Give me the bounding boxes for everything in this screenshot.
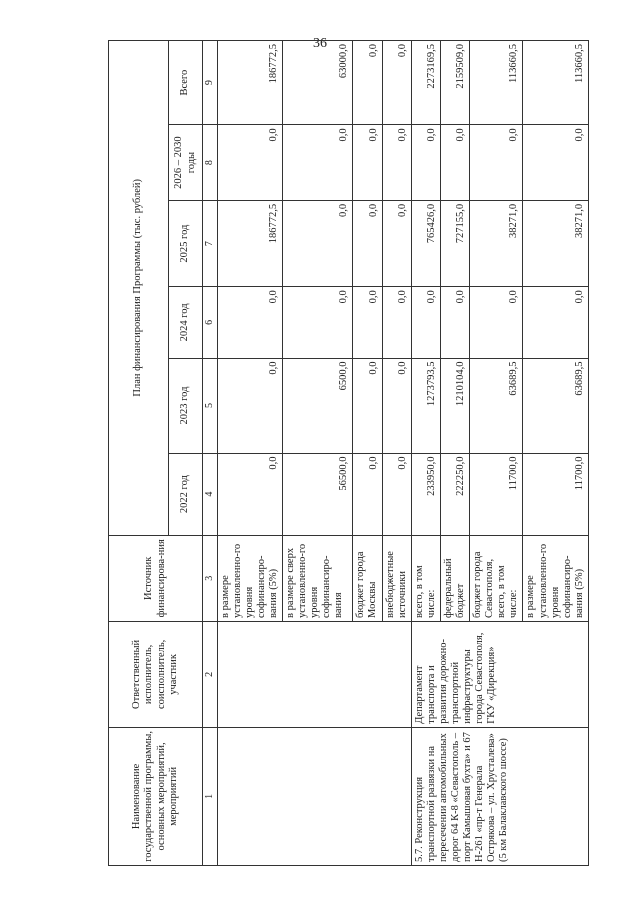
header-total: Всего (169, 40, 203, 124)
value-cell: 0,0 (352, 286, 382, 357)
header-executor: Ответственный исполнитель, соисполнитель, участник (109, 621, 203, 727)
value-cell: 233950,0 (411, 453, 440, 535)
value-cell: 63689,5 (523, 358, 588, 453)
header-year: 2025 год (169, 200, 203, 286)
value-cell: 1210104,0 (441, 358, 470, 453)
value-cell: 186772,5 (217, 40, 282, 124)
value-cell: 222250,0 (441, 453, 470, 535)
value-cell: 113660,5 (523, 40, 588, 124)
header-year: 2024 год (169, 286, 203, 357)
value-cell: 0,0 (382, 40, 411, 124)
table-row (217, 40, 282, 865)
value-cell: 0,0 (217, 358, 282, 453)
value-cell: 38271,0 (523, 200, 588, 286)
column-number: 1 (203, 727, 218, 865)
value-cell: 2273169,5 (411, 40, 440, 124)
header-year: 2026 – 2030 годы (169, 124, 203, 200)
value-cell: 727155,0 (441, 200, 470, 286)
value-cell: 0,0 (470, 286, 523, 357)
header-plan: План финансирования Программы (тыс. рублей) (109, 40, 169, 535)
value-cell: 765426,0 (411, 200, 440, 286)
page-number: 36 (313, 36, 327, 51)
value-cell: 1273793,5 (411, 358, 440, 453)
value-cell: 0,0 (382, 453, 411, 535)
value-cell: 63000,0 (282, 40, 352, 124)
source-cell: в размере установленно-го уровня софинансиро-вания (5%) (523, 535, 588, 621)
source-cell: в размере установленно-го уровня софинансиро-вания (5%) (217, 535, 282, 621)
value-cell: 0,0 (352, 453, 382, 535)
column-number: 9 (203, 40, 218, 124)
header-year: 2022 год (169, 453, 203, 535)
executor-cell-empty (217, 621, 411, 727)
value-cell: 2159509,0 (441, 40, 470, 124)
value-cell: 0,0 (523, 286, 588, 357)
measure-name-cell: 5.7. Реконструкция транспортной развязки на пересечении автомобильных дорог 64 К-8 «Севастополь – порт Камышовая бухта» и 67 Н-261 «пр-т Генерала Острякова – ул. Хрусталева» (5 км Балаклавского шоссе) (411, 727, 588, 865)
value-cell: 0,0 (411, 124, 440, 200)
name-cell-empty (217, 727, 411, 865)
source-cell: внебюджетные источники (382, 535, 411, 621)
table-row (411, 40, 440, 865)
source-cell: всего, в том числе: (411, 535, 440, 621)
value-cell: 0,0 (352, 358, 382, 453)
value-cell: 0,0 (352, 200, 382, 286)
column-number: 2 (203, 621, 218, 727)
value-cell: 0,0 (352, 40, 382, 124)
value-cell: 56500,0 (282, 453, 352, 535)
column-number: 5 (203, 358, 218, 453)
column-number: 8 (203, 124, 218, 200)
column-number: 6 (203, 286, 218, 357)
value-cell: 11700,0 (523, 453, 588, 535)
value-cell: 0,0 (352, 124, 382, 200)
value-cell: 0,0 (282, 286, 352, 357)
source-cell: в размере сверх установленно-го уровня софинансиро-вания (282, 535, 352, 621)
value-cell: 11700,0 (470, 453, 523, 535)
value-cell: 0,0 (441, 124, 470, 200)
column-number: 4 (203, 453, 218, 535)
value-cell: 0,0 (382, 124, 411, 200)
value-cell: 113660,5 (470, 40, 523, 124)
header-source: Источник финансирова-ния (109, 535, 203, 621)
value-cell: 63689,5 (470, 358, 523, 453)
value-cell: 0,0 (382, 358, 411, 453)
value-cell: 0,0 (282, 124, 352, 200)
value-cell: 0,0 (382, 286, 411, 357)
value-cell: 0,0 (217, 286, 282, 357)
financing-table-rotated (108, 40, 585, 866)
source-cell: федеральный бюджет (441, 535, 470, 621)
value-cell: 6500,0 (282, 358, 352, 453)
source-cell: бюджет города Севастополя, всего, в том числе: (470, 535, 523, 621)
value-cell: 0,0 (217, 124, 282, 200)
source-cell: бюджет города Москвы (352, 535, 382, 621)
value-cell: 186772,5 (217, 200, 282, 286)
financing-table (108, 40, 589, 866)
value-cell: 0,0 (470, 124, 523, 200)
value-cell: 0,0 (411, 286, 440, 357)
value-cell: 0,0 (523, 124, 588, 200)
value-cell: 0,0 (441, 286, 470, 357)
value-cell: 38271,0 (470, 200, 523, 286)
value-cell: 0,0 (282, 200, 352, 286)
header-name: Наименование государственной программы, основных мероприятий, мероприятий (109, 727, 203, 865)
column-number: 7 (203, 200, 218, 286)
value-cell: 0,0 (217, 453, 282, 535)
column-number: 3 (203, 535, 218, 621)
header-year: 2023 год (169, 358, 203, 453)
executor-cell: Департамент транспорта и развития дорожно-транспортной инфраструктуры города Севастополя, ГКУ «Дирекция» (411, 621, 588, 727)
value-cell: 0,0 (382, 200, 411, 286)
